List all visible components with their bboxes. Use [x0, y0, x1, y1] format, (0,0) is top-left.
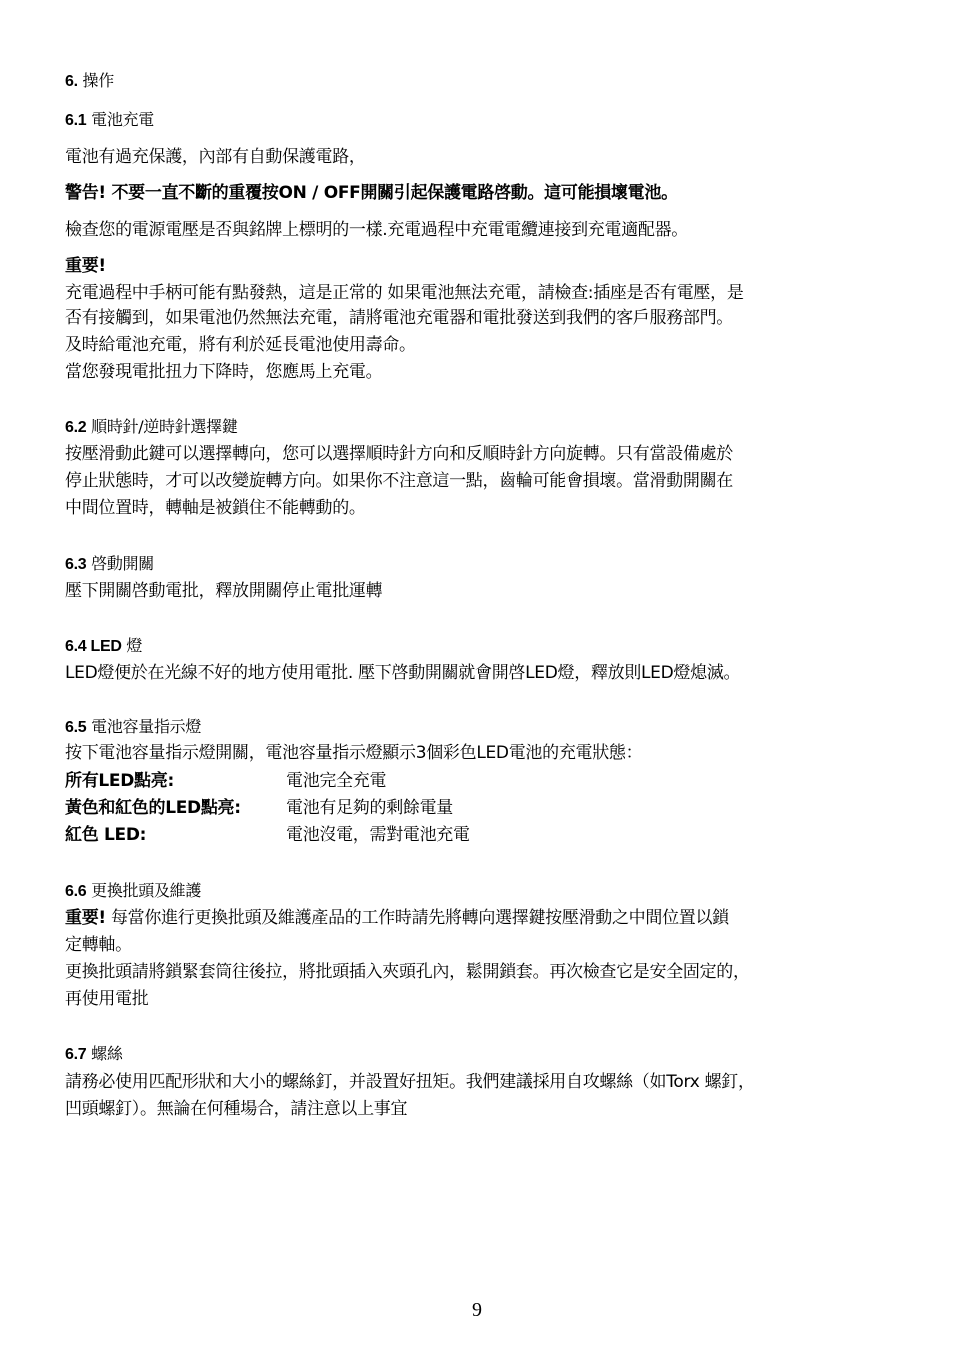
section-6-heading [65, 70, 114, 93]
led-status-value: 電池沒電，需對電池充電 [286, 825, 470, 845]
led-status-label: 黃色和紅色的LED點亮: [65, 798, 241, 818]
section-number: 6.5 [65, 719, 87, 736]
led-status-value: 電池完全充電 [286, 771, 387, 791]
section-title: 更換批頭及維護 [91, 881, 202, 900]
paragraph-line: 壓下開關啓動電批，釋放開關停止電批運轉 [65, 581, 383, 601]
section-number: 6. [65, 73, 78, 90]
page-number: 9 [472, 1299, 482, 1321]
paragraph-line: 中間位置時，轉軸是被鎖住不能轉動的。 [65, 498, 366, 518]
section-title: 螺絲 [91, 1044, 123, 1063]
warning-line [65, 182, 678, 204]
important-label: 重要! [65, 908, 106, 928]
paragraph-line: 按下電池容量指示燈開關，電池容量指示燈顯示3個彩色LED電池的充電狀態： [65, 743, 643, 763]
important-label: 重要! [65, 256, 106, 276]
paragraph-line: 凹頭螺釘）。無論在何種場合，請注意以上事宜 [65, 1099, 408, 1119]
paragraph-line: 按壓滑動此鍵可以選擇轉向，您可以選擇順時針方向和反順時針方向旋轉。只有當設備處於 [65, 444, 733, 464]
section-title: 順時針/逆時針選擇鍵 [91, 417, 238, 436]
section-number: 6.7 [65, 1046, 87, 1063]
paragraph-line [65, 907, 729, 929]
led-status-value: 電池有足夠的剩餘電量 [286, 798, 453, 818]
paragraph-line: 及時給電池充電，將有利於延長電池使用壽命。 [65, 335, 416, 355]
section-title: 電池充電 [91, 110, 154, 129]
section-6-2-heading [65, 416, 238, 439]
paragraph-text: 每當你進行更換批頭及維護產品的工作時請先將轉向選擇鍵按壓滑動之中間位置以鎖 [110, 908, 729, 928]
section-6-5-heading [65, 716, 201, 739]
section-6-7-heading [65, 1043, 123, 1066]
paragraph: 檢查您的電源電壓是否與銘牌上標明的一樣.充電過程中充電電纜連接到充電適配器。 [65, 220, 689, 240]
paragraph-line: 當您發現電批扭力下降時，您應馬上充電。 [65, 362, 383, 382]
paragraph-line: 定轉軸。 [65, 935, 132, 955]
paragraph-line: 停止狀態時，才可以改變旋轉方向。如果你不注意這一點，齒輪可能會損壞。當滑動開關在 [65, 471, 733, 491]
section-title: 操作 [82, 71, 114, 90]
section-number: 6.2 [65, 419, 87, 436]
paragraph-line: LED燈便於在光線不好的地方使用電批. 壓下啓動開關就會開啓LED燈，釋放則LED燈熄滅。 [65, 663, 741, 683]
section-number: 6.4 LED [65, 638, 122, 655]
section-title: 燈 [126, 636, 143, 655]
section-number: 6.3 [65, 556, 87, 573]
paragraph-line: 更換批頭請將鎖緊套筒往後拉，將批頭插入夾頭孔內，鬆開鎖套。再次檢查它是安全固定的， [65, 962, 750, 982]
section-6-6-heading [65, 880, 201, 903]
section-6-4-heading [65, 635, 142, 658]
warning-label: 警告! [65, 183, 106, 203]
section-number: 6.1 [65, 112, 87, 129]
section-title: 啓動開關 [91, 554, 154, 573]
section-6-1-heading [65, 109, 154, 132]
paragraph: 電池有過充保護，內部有自動保護電路， [65, 147, 366, 167]
led-status-label: 紅色 LED: [65, 825, 147, 845]
section-6-3-heading [65, 553, 154, 576]
paragraph-line: 充電過程中手柄可能有點發熱，這是正常的 如果電池無法充電，請檢查:插座是否有電壓，是 [65, 283, 744, 303]
led-status-label: 所有LED點亮: [65, 771, 174, 791]
paragraph-line: 請務必使用匹配形狀和大小的螺絲釘，并設置好扭矩。我們建議採用自攻螺絲（如Torx 螺釘， [65, 1072, 755, 1092]
warning-text: 不要一直不斷的重覆按ON / OFF開關引起保護電路啓動。這可能損壞電池。 [111, 183, 678, 203]
section-number: 6.6 [65, 883, 87, 900]
section-title: 電池容量指示燈 [91, 717, 202, 736]
paragraph-line: 再使用電批 [65, 989, 149, 1009]
paragraph-line: 否有接觸到，如果電池仍然無法充電，請將電池充電器和電批發送到我們的客戶服務部門。 [65, 308, 733, 328]
